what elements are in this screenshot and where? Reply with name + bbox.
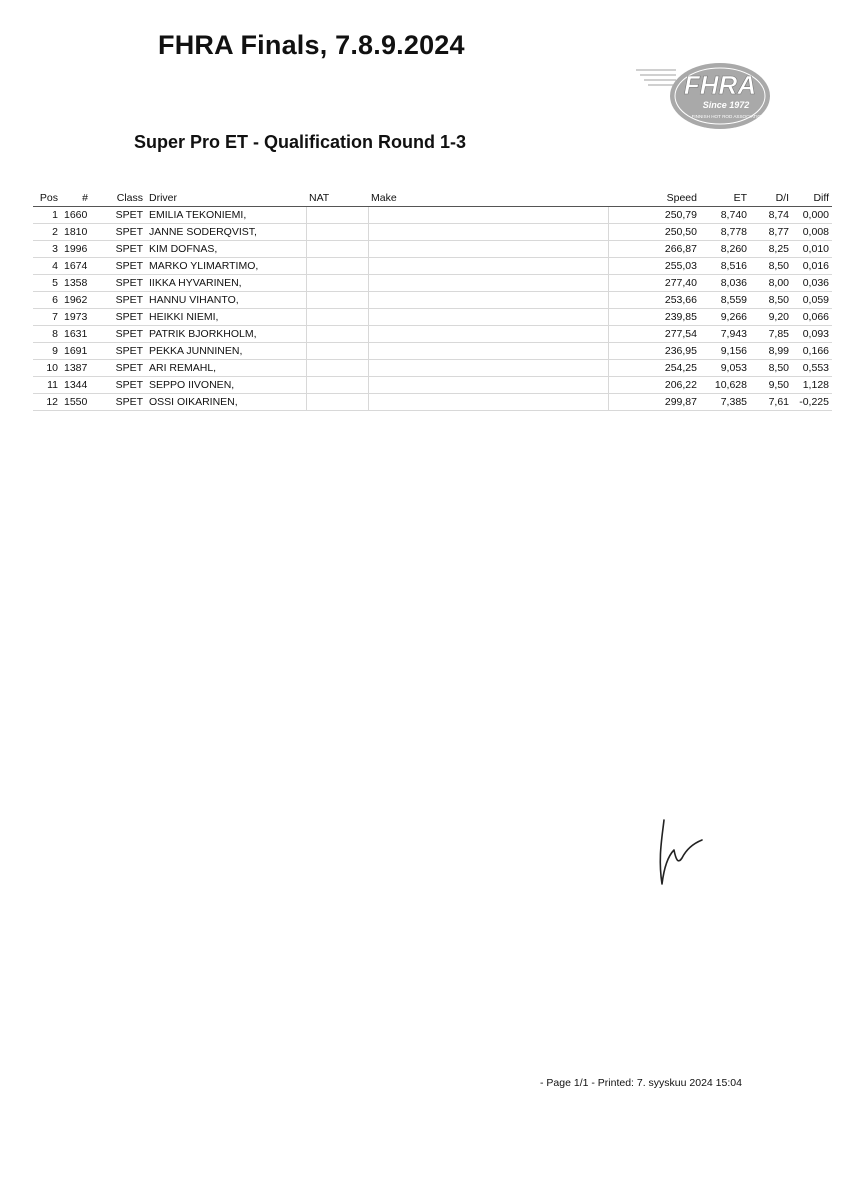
cell-driver: HANNU VIHANTO, (146, 292, 306, 309)
column-header-pos: Pos (33, 190, 61, 207)
cell-driver: HEIKKI NIEMI, (146, 309, 306, 326)
table-header-row (33, 190, 832, 207)
cell-diff: 0,010 (792, 241, 832, 258)
cell-speed: 253,66 (608, 292, 700, 309)
cell-di: 8,50 (750, 360, 792, 377)
cell-driver: OSSI OIKARINEN, (146, 394, 306, 411)
cell-nat (306, 377, 368, 394)
cell-driver: ARI REMAHL, (146, 360, 306, 377)
cell-driver: JANNE SODERQVIST, (146, 224, 306, 241)
cell-class: SPET (91, 360, 146, 377)
svg-text:FHRA: FHRA (683, 70, 757, 100)
cell-nat (306, 360, 368, 377)
table-row (33, 292, 832, 309)
cell-make (368, 326, 608, 343)
cell-pos: 3 (33, 241, 61, 258)
cell-nat (306, 309, 368, 326)
table-body (33, 207, 832, 411)
cell-pos: 12 (33, 394, 61, 411)
cell-speed: 277,54 (608, 326, 700, 343)
cell-pos: 2 (33, 224, 61, 241)
cell-make (368, 292, 608, 309)
cell-di: 8,25 (750, 241, 792, 258)
cell-et: 8,260 (700, 241, 750, 258)
table-row (33, 241, 832, 258)
page-title: FHRA Finals, 7.8.9.2024 (158, 30, 465, 60)
cell-number: 1344 (61, 377, 91, 394)
cell-nat (306, 394, 368, 411)
table-row (33, 360, 832, 377)
cell-di: 9,20 (750, 309, 792, 326)
cell-driver: IIKKA HYVARINEN, (146, 275, 306, 292)
cell-make (368, 224, 608, 241)
cell-et: 7,385 (700, 394, 750, 411)
cell-diff: 0,066 (792, 309, 832, 326)
cell-speed: 239,85 (608, 309, 700, 326)
cell-pos: 10 (33, 360, 61, 377)
cell-driver: KIM DOFNAS, (146, 241, 306, 258)
table-row (33, 207, 832, 224)
cell-et: 9,156 (700, 343, 750, 360)
cell-number: 1674 (61, 258, 91, 275)
page-subtitle: Super Pro ET - Qualification Round 1-3 (134, 132, 467, 152)
cell-diff: 0,036 (792, 275, 832, 292)
cell-nat (306, 258, 368, 275)
cell-speed: 255,03 (608, 258, 700, 275)
cell-make (368, 343, 608, 360)
cell-di: 7,61 (750, 394, 792, 411)
fhra-logo (636, 56, 772, 134)
cell-make (368, 275, 608, 292)
cell-class: SPET (91, 292, 146, 309)
cell-pos: 4 (33, 258, 61, 275)
cell-pos: 11 (33, 377, 61, 394)
column-header-driver: Driver (146, 190, 306, 207)
cell-di: 8,77 (750, 224, 792, 241)
cell-make (368, 241, 608, 258)
cell-pos: 7 (33, 309, 61, 326)
cell-speed: 250,50 (608, 224, 700, 241)
cell-et: 8,740 (700, 207, 750, 224)
cell-driver: PEKKA JUNNINEN, (146, 343, 306, 360)
cell-pos: 9 (33, 343, 61, 360)
cell-number: 1996 (61, 241, 91, 258)
cell-class: SPET (91, 377, 146, 394)
table-row (33, 326, 832, 343)
cell-et: 10,628 (700, 377, 750, 394)
cell-diff: 0,553 (792, 360, 832, 377)
cell-driver: MARKO YLIMARTIMO, (146, 258, 306, 275)
cell-diff: -0,225 (792, 394, 832, 411)
cell-et: 8,036 (700, 275, 750, 292)
cell-pos: 5 (33, 275, 61, 292)
cell-driver: SEPPO IIVONEN, (146, 377, 306, 394)
cell-speed: 236,95 (608, 343, 700, 360)
page-footer: - Page 1/1 - Printed: 7. syyskuu 2024 15:04 (540, 1077, 742, 1089)
cell-et: 8,516 (700, 258, 750, 275)
cell-number: 1550 (61, 394, 91, 411)
cell-et: 9,053 (700, 360, 750, 377)
cell-number: 1973 (61, 309, 91, 326)
table-row (33, 275, 832, 292)
cell-driver: EMILIA TEKONIEMI, (146, 207, 306, 224)
column-header-diff: Diff (792, 190, 832, 207)
cell-pos: 1 (33, 207, 61, 224)
table-row (33, 224, 832, 241)
cell-nat (306, 224, 368, 241)
cell-class: SPET (91, 241, 146, 258)
cell-make (368, 394, 608, 411)
cell-di: 9,50 (750, 377, 792, 394)
column-header-make: Make (368, 190, 608, 207)
cell-et: 8,559 (700, 292, 750, 309)
cell-make (368, 309, 608, 326)
cell-pos: 8 (33, 326, 61, 343)
table-row (33, 377, 832, 394)
column-header-nat: NAT (306, 190, 368, 207)
cell-diff: 0,000 (792, 207, 832, 224)
cell-speed: 250,79 (608, 207, 700, 224)
cell-et: 9,266 (700, 309, 750, 326)
column-header-class: Class (91, 190, 146, 207)
column-header-di: D/I (750, 190, 792, 207)
cell-di: 8,50 (750, 258, 792, 275)
cell-nat (306, 275, 368, 292)
table-row (33, 343, 832, 360)
cell-et: 8,778 (700, 224, 750, 241)
cell-speed: 277,40 (608, 275, 700, 292)
cell-class: SPET (91, 258, 146, 275)
cell-number: 1810 (61, 224, 91, 241)
cell-speed: 299,87 (608, 394, 700, 411)
column-header-et: ET (700, 190, 750, 207)
cell-number: 1660 (61, 207, 91, 224)
table-row (33, 394, 832, 411)
cell-make (368, 377, 608, 394)
svg-text:Since 1972: Since 1972 (702, 100, 750, 110)
cell-pos: 6 (33, 292, 61, 309)
cell-speed: 254,25 (608, 360, 700, 377)
cell-di: 8,99 (750, 343, 792, 360)
cell-class: SPET (91, 309, 146, 326)
cell-make (368, 207, 608, 224)
cell-diff: 0,059 (792, 292, 832, 309)
cell-diff: 0,166 (792, 343, 832, 360)
cell-di: 8,50 (750, 292, 792, 309)
cell-class: SPET (91, 394, 146, 411)
cell-di: 7,85 (750, 326, 792, 343)
cell-number: 1387 (61, 360, 91, 377)
cell-make (368, 258, 608, 275)
cell-nat (306, 326, 368, 343)
results-table (33, 190, 832, 411)
cell-number: 1691 (61, 343, 91, 360)
handwritten-signature (650, 818, 710, 888)
svg-text:FINNISH HOT ROD ASSOCIATION: FINNISH HOT ROD ASSOCIATION (691, 114, 765, 119)
cell-number: 1962 (61, 292, 91, 309)
cell-number: 1631 (61, 326, 91, 343)
cell-class: SPET (91, 343, 146, 360)
cell-nat (306, 207, 368, 224)
table-row (33, 258, 832, 275)
cell-driver: PATRIK BJORKHOLM, (146, 326, 306, 343)
cell-diff: 0,093 (792, 326, 832, 343)
cell-nat (306, 241, 368, 258)
cell-nat (306, 292, 368, 309)
cell-diff: 0,008 (792, 224, 832, 241)
cell-di: 8,00 (750, 275, 792, 292)
cell-class: SPET (91, 224, 146, 241)
cell-diff: 1,128 (792, 377, 832, 394)
cell-speed: 206,22 (608, 377, 700, 394)
column-header-number: # (61, 190, 91, 207)
cell-class: SPET (91, 207, 146, 224)
column-header-speed: Speed (608, 190, 700, 207)
cell-speed: 266,87 (608, 241, 700, 258)
cell-et: 7,943 (700, 326, 750, 343)
cell-nat (306, 343, 368, 360)
cell-number: 1358 (61, 275, 91, 292)
cell-class: SPET (91, 275, 146, 292)
cell-di: 8,74 (750, 207, 792, 224)
cell-class: SPET (91, 326, 146, 343)
cell-make (368, 360, 608, 377)
table-row (33, 309, 832, 326)
cell-diff: 0,016 (792, 258, 832, 275)
